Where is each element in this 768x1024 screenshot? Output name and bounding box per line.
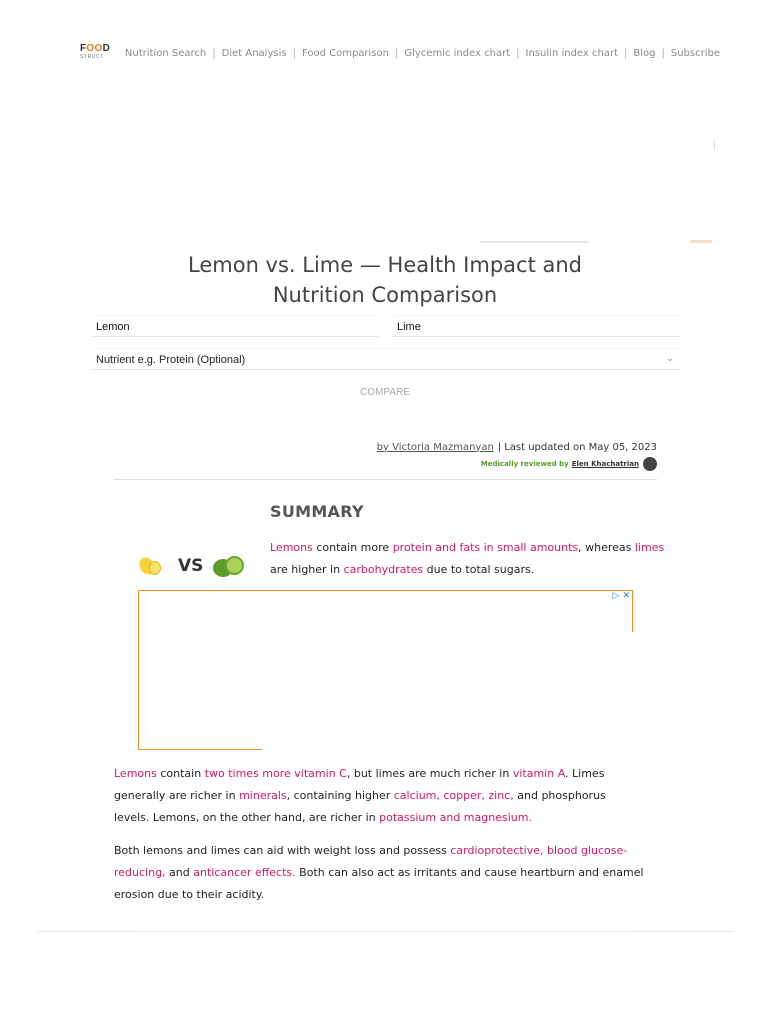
page-title: [140, 250, 630, 310]
footer-divider: [632, 931, 732, 932]
food-2-input[interactable]: [393, 315, 680, 337]
byline-separator: |: [497, 441, 502, 453]
scroll-tick-mark: [714, 140, 715, 150]
food-1-value: Lemon: [96, 321, 130, 333]
paragraph-text-part: and: [165, 866, 194, 879]
faded-ad-remnant: [480, 241, 588, 243]
comparison-paragraph-2: [114, 840, 644, 906]
summary-text-part: due to total sugars.: [423, 563, 535, 576]
link-cardioprotective[interactable]: cardioprotective, blood glucose-reducing,: [114, 844, 628, 879]
ad-border: [138, 749, 262, 750]
paragraph-text-part: and phosphorus levels. Lemons, on the other hand, are richer in: [114, 789, 606, 824]
summary-text-part: , whereas: [578, 541, 635, 554]
foodstruct-logo[interactable]: [80, 44, 111, 62]
paragraph-text-part: contain: [156, 767, 205, 780]
reviewed-label: Medically reviewed by: [480, 460, 569, 468]
logo-subtitle: STRUCT: [80, 54, 104, 60]
comparison-paragraph-1: [114, 763, 644, 829]
advertisement-frame[interactable]: [138, 590, 633, 750]
link-vitamin-c[interactable]: two times more vitamin C: [204, 767, 347, 780]
comparison-icons: [138, 550, 250, 582]
medical-review: [440, 457, 657, 471]
link-vitamin-a[interactable]: vitamin A: [512, 767, 566, 780]
nutrient-placeholder: Nutrient e.g. Protein (Optional): [96, 354, 246, 366]
ad-border: [632, 590, 633, 632]
link-calcium-copper-zinc[interactable]: calcium, copper, zinc,: [393, 789, 514, 802]
summary-text: [270, 537, 665, 581]
link-limes[interactable]: limes: [634, 541, 665, 554]
summary-text-part: are higher in: [270, 563, 344, 576]
divider: [114, 479, 657, 480]
ad-border: [138, 590, 139, 750]
nav-link-food-comparison[interactable]: Food Comparison: [301, 47, 389, 59]
nav-link-subscribe[interactable]: Subscribe: [670, 47, 720, 59]
paragraph-text-part: Both lemons and limes can aid with weight loss and possess: [114, 844, 451, 857]
lime-icon: [213, 553, 245, 579]
food-2-value: Lime: [397, 321, 421, 333]
paragraph-text-part: , containing higher: [286, 789, 394, 802]
nav-link-glycemic-index-chart[interactable]: Glycemic index chart: [404, 47, 511, 59]
link-protein-fats[interactable]: protein and fats in small amounts: [392, 541, 579, 554]
author-link[interactable]: by Victoria Mazmanyan: [376, 441, 494, 453]
summary-heading: SUMMARY: [270, 502, 364, 521]
paragraph-text-part: Both can also act as irritants and cause heartburn and enamel erosion due to their acidity.: [114, 866, 644, 901]
nav-separator: |: [212, 47, 216, 59]
link-potassium-magnesium[interactable]: potassium and magnesium.: [379, 811, 532, 824]
paragraph-text-part: . Limes generally are richer in: [114, 767, 605, 802]
vs-label: VS: [178, 556, 204, 576]
nav-separator: |: [661, 47, 665, 59]
adchoices-icon[interactable]: ▷: [612, 591, 620, 601]
logo-wordmark: FOOD: [80, 43, 111, 54]
footer-divider: [137, 931, 632, 932]
lemon-icon: [138, 553, 164, 579]
link-minerals[interactable]: minerals: [239, 789, 287, 802]
author-byline: [376, 440, 657, 454]
nav-links: [125, 48, 720, 59]
reviewer-avatar: [643, 457, 657, 471]
compare-button[interactable]: COMPARE: [360, 387, 410, 398]
nav-link-blog[interactable]: Blog: [633, 47, 656, 59]
paragraph-text-part: , but limes are much richer in: [346, 767, 513, 780]
nav-separator: |: [516, 47, 520, 59]
page-title-line2: Nutrition Comparison: [272, 283, 498, 307]
footer-divider: [37, 931, 137, 932]
ad-border: [138, 590, 633, 591]
faded-ad-remnant: [690, 240, 712, 243]
top-navigation: [80, 44, 720, 62]
link-lemons[interactable]: Lemons: [114, 767, 157, 780]
nutrient-select[interactable]: [92, 348, 680, 370]
nav-link-insulin-index-chart[interactable]: Insulin index chart: [525, 47, 618, 59]
link-lemons[interactable]: Lemons: [270, 541, 313, 554]
food-1-input[interactable]: [92, 315, 379, 337]
link-carbohydrates[interactable]: carbohydrates: [343, 563, 424, 576]
last-updated: Last updated on May 05, 2023: [504, 441, 657, 453]
ad-controls: [613, 591, 630, 601]
nav-separator: |: [624, 47, 628, 59]
link-anticancer[interactable]: anticancer effects.: [193, 866, 296, 879]
nav-link-diet-analysis[interactable]: Diet Analysis: [221, 47, 287, 59]
nav-link-nutrition-search[interactable]: Nutrition Search: [124, 47, 207, 59]
reviewer-link[interactable]: Elen Khachatrian: [571, 460, 639, 468]
summary-text-part: contain more: [312, 541, 393, 554]
close-icon[interactable]: ✕: [622, 591, 630, 601]
page-title-line1: Lemon vs. Lime — Health Impact and: [188, 253, 582, 277]
nav-separator: |: [394, 47, 399, 59]
chevron-down-icon: ⌄: [665, 353, 674, 364]
nav-separator: |: [292, 47, 296, 59]
